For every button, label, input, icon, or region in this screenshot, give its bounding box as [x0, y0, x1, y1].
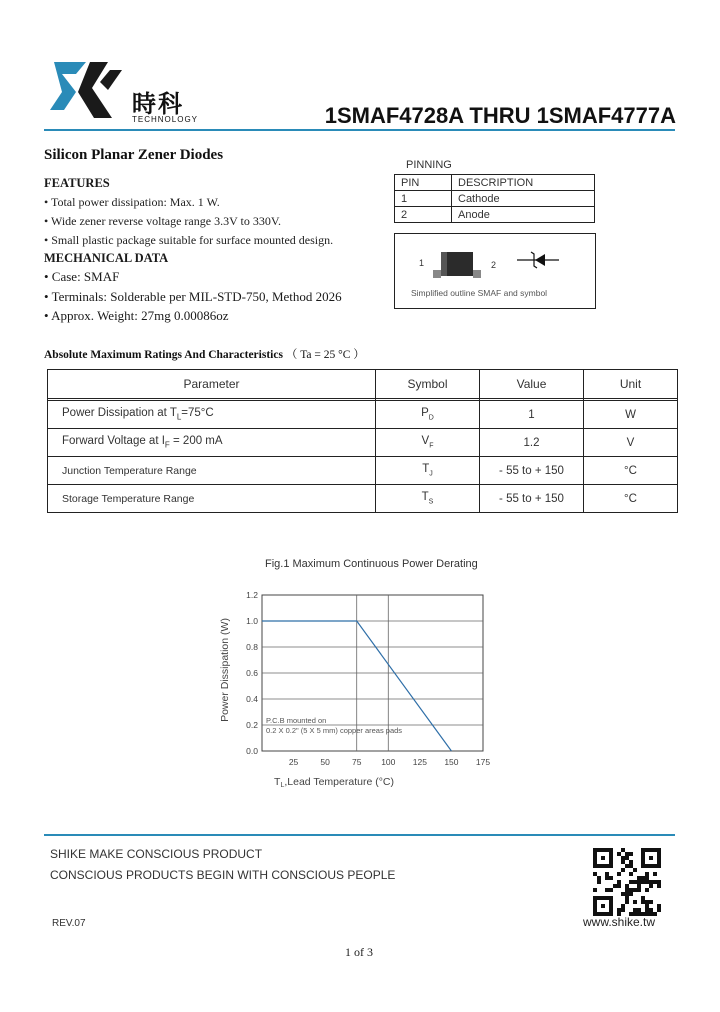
x-tick-label: 75 — [351, 757, 362, 767]
x-tick-label: 150 — [444, 757, 459, 767]
mechanical-item: • Approx. Weight: 27mg 0.00086oz — [44, 308, 229, 323]
logo-en-text: TECHNOLOGY — [132, 115, 199, 124]
derating-chart — [200, 585, 510, 800]
table-header-row — [48, 370, 678, 399]
value-cell: 1.2 — [480, 429, 584, 457]
footer-slogan-2: CONSCIOUS PRODUCTS BEGIN WITH CONSCIOUS PEOPLE — [50, 868, 396, 882]
diagram-pin2-label: 2 — [491, 260, 497, 270]
mechanical-heading: MECHANICAL DATA — [44, 251, 169, 265]
parameter-cell: Storage Temperature Range — [48, 485, 376, 513]
value-cell: - 55 to + 150 — [480, 457, 584, 485]
symbol-cell: $P_D$ — [376, 401, 480, 429]
pin-cell: 2 — [395, 207, 452, 223]
value-cell: - 55 to + 150 — [480, 485, 584, 513]
y-axis-label: Power Dissipation (W) — [219, 618, 231, 722]
x-tick-label: 175 — [475, 757, 491, 767]
y-tick-label: 0.4 — [246, 694, 258, 704]
package-diagram-box — [394, 233, 596, 309]
parameter-cell: Junction Temperature Range — [48, 457, 376, 485]
mechanical-item: • Terminals: Solderable per MIL-STD-750, Method 2026 — [44, 289, 342, 304]
unit-cell: W — [584, 401, 678, 429]
description-cell: Cathode — [452, 191, 595, 207]
symbol-cell: $T_S$ — [376, 485, 480, 513]
table-row — [395, 207, 595, 223]
package-outline-icon — [433, 248, 481, 280]
ratings-title-text: Absolute Maximum Ratings And Characteristics — [44, 349, 283, 361]
header-divider — [44, 129, 675, 131]
value-cell: 1 — [480, 401, 584, 429]
feature-item: • Wide zener reverse voltage range 3.3V to 330V. — [44, 214, 281, 228]
x-tick-label: 25 — [288, 757, 299, 767]
description-cell: Anode — [452, 207, 595, 223]
revision-text: REV.07 — [52, 918, 86, 929]
y-tick-label: 0.2 — [246, 720, 258, 730]
features-heading: FEATURES — [44, 176, 110, 190]
ratings-condition: （ Ta = 25 °C ） — [285, 349, 365, 361]
chart-annotation-line2: 0.2 X 0.2" (5 X 5 mm) copper areas pads — [266, 726, 403, 735]
ratings-title — [44, 346, 365, 362]
table-row — [395, 175, 595, 191]
symbol-header: Symbol — [376, 370, 480, 399]
parameter-header: Parameter — [48, 370, 376, 399]
symbol-cell: $T_J$ — [376, 457, 480, 485]
x-tick-label: 100 — [381, 757, 396, 767]
description-header: DESCRIPTION — [452, 175, 595, 191]
mechanical-item: • Case: SMAF — [44, 269, 120, 284]
diagram-pin1-label: 1 — [419, 258, 425, 268]
table-row — [48, 429, 678, 457]
page-number: 1 of 3 — [345, 945, 373, 959]
chart-annotation-line1: P.C.B mounted on — [266, 716, 327, 725]
table-row — [48, 457, 678, 485]
qr-code-icon — [593, 848, 661, 916]
footer-divider — [44, 834, 675, 836]
footer-slogan-1: SHIKE MAKE CONSCIOUS PRODUCT — [50, 847, 263, 861]
diagram-caption: Simplified outline SMAF and symbol — [411, 288, 548, 298]
y-tick-label: 0.6 — [246, 668, 258, 678]
unit-cell: °C — [584, 485, 678, 513]
website-text: www.shike.tw — [583, 915, 656, 929]
pin-header: PIN — [395, 175, 452, 191]
unit-cell: V — [584, 429, 678, 457]
pin-cell: 1 — [395, 191, 452, 207]
table-row — [48, 485, 678, 513]
unit-header: Unit — [584, 370, 678, 399]
section-title: Silicon Planar Zener Diodes — [44, 147, 224, 163]
table-row — [395, 191, 595, 207]
unit-cell: °C — [584, 457, 678, 485]
parameter-cell: Forward Voltage at $I_F = 200$ mA — [48, 429, 376, 457]
y-tick-label: 1.0 — [246, 616, 258, 626]
y-tick-label: 0.0 — [246, 746, 258, 756]
y-tick-label: 1.2 — [246, 590, 258, 600]
logo — [46, 56, 126, 126]
zener-diode-symbol-icon — [515, 250, 561, 270]
x-axis-label: TL,Lead Temperature (°C) — [274, 776, 394, 789]
pinning-table — [394, 174, 595, 223]
ratings-table — [47, 369, 678, 513]
x-tick-label: 125 — [412, 757, 427, 767]
x-tick-label: 50 — [320, 757, 330, 767]
logo-mark-icon — [46, 56, 126, 126]
parameter-cell: Power Dissipation at $T_L=75^\circ C$ — [48, 401, 376, 429]
pinning-title: PINNING — [406, 159, 452, 171]
symbol-cell: $V_F$ — [376, 429, 480, 457]
logo-cn-text: 時科 — [132, 91, 184, 118]
value-header: Value — [480, 370, 584, 399]
feature-item: • Total power dissipation: Max. 1 W. — [44, 195, 220, 209]
table-row — [48, 401, 678, 429]
y-tick-label: 0.8 — [246, 642, 258, 652]
document-title: 1SMAF4728A THRU 1SMAF4777A — [324, 103, 676, 128]
feature-item: • Small plastic package suitable for surface mounted design. — [44, 233, 334, 247]
chart-title: Fig.1 Maximum Continuous Power Derating — [265, 558, 478, 570]
